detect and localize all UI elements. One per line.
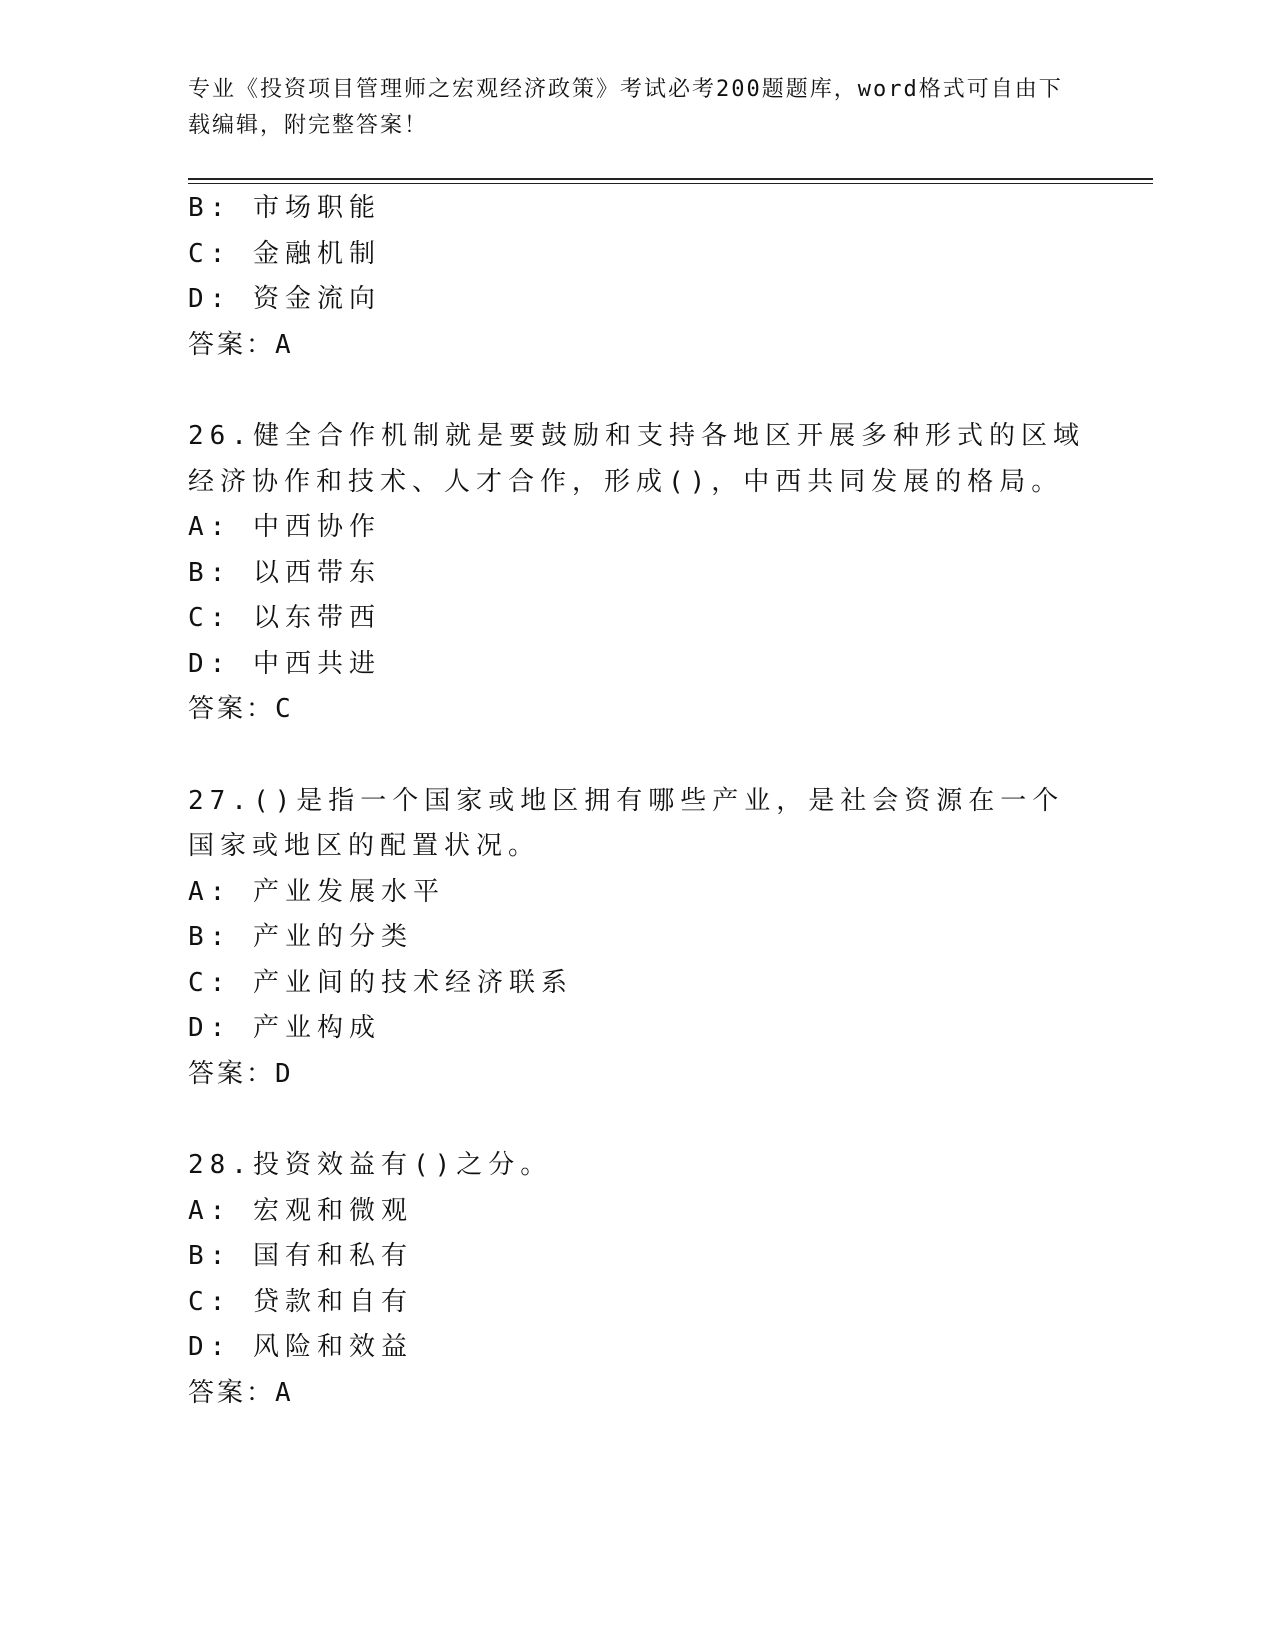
option-text: 中西协作 xyxy=(252,512,381,542)
answer-line xyxy=(188,687,1088,733)
option-line xyxy=(188,1280,1088,1326)
option-key: A: xyxy=(188,876,232,907)
answer-line xyxy=(188,1371,1088,1417)
option-text: 以东带西 xyxy=(252,603,381,633)
option-text: 宏观和微观 xyxy=(252,1195,413,1226)
prev-question-tail xyxy=(188,186,1088,368)
option-text: 资金流向 xyxy=(252,284,381,314)
option-text: 产业间的技术经济联系 xyxy=(252,967,573,998)
option-key: B: xyxy=(188,1241,232,1271)
option-text: 中西共进 xyxy=(252,648,381,679)
option-key: D: xyxy=(188,1332,232,1362)
answer-line xyxy=(188,1052,1088,1098)
option-key: D: xyxy=(188,1013,232,1043)
option-text: 金融机制 xyxy=(252,238,381,269)
question-28 xyxy=(188,1143,1088,1416)
question-stem: 27.()是指一个国家或地区拥有哪些产业，是社会资源在一个国家或地区的配置状况。 xyxy=(188,785,1065,861)
option-key: C: xyxy=(188,1286,232,1317)
option-key: A: xyxy=(188,1195,232,1226)
answer-line xyxy=(188,323,1088,369)
option-key: D: xyxy=(188,648,232,679)
option-line xyxy=(188,551,1088,597)
answer-value: C xyxy=(275,694,292,724)
option-key: C: xyxy=(188,967,232,998)
option-line xyxy=(188,1325,1088,1371)
option-text: 以西带东 xyxy=(252,557,381,588)
answer-label: 答案： xyxy=(188,329,276,360)
option-text: 风险和效益 xyxy=(252,1332,413,1362)
question-stem: 26.健全合作机制就是要鼓励和支持各地区开展多种形式的区域经济协作和技术、人才合作，形成()，中西共同发展的格局。 xyxy=(188,421,1085,497)
option-key: B: xyxy=(188,922,232,952)
question-list xyxy=(188,186,1088,1416)
option-line xyxy=(188,1006,1088,1052)
answer-label: 答案： xyxy=(188,1377,276,1408)
option-key: B: xyxy=(188,193,232,223)
option-line xyxy=(188,277,1088,323)
answer-value: D xyxy=(275,1058,292,1089)
option-text: 产业的分类 xyxy=(252,922,413,952)
option-key: D: xyxy=(188,284,232,314)
option-key: A: xyxy=(188,512,232,542)
option-line xyxy=(188,870,1088,916)
answer-value: A xyxy=(275,329,292,360)
option-line xyxy=(188,596,1088,642)
answer-value: A xyxy=(275,1377,292,1408)
option-text: 贷款和自有 xyxy=(252,1286,413,1317)
answer-label: 答案： xyxy=(188,1058,276,1089)
header-rule-thin xyxy=(188,183,1153,184)
option-key: C: xyxy=(188,238,232,269)
question-27 xyxy=(188,779,1088,1098)
option-text: 产业发展水平 xyxy=(252,876,445,907)
option-text: 国有和私有 xyxy=(252,1241,413,1271)
option-line xyxy=(188,642,1088,688)
option-line xyxy=(188,186,1088,232)
header-rule-thick xyxy=(188,178,1153,180)
option-line xyxy=(188,915,1088,961)
option-line xyxy=(188,232,1088,278)
question-26 xyxy=(188,414,1088,733)
option-line xyxy=(188,1189,1088,1235)
option-key: C: xyxy=(188,603,232,633)
answer-label: 答案： xyxy=(188,694,276,724)
document-header: 专业《投资项目管理师之宏观经济政策》考试必考200题题库，word格式可自由下载编辑，附完整答案！ xyxy=(188,77,1063,138)
option-text: 市场职能 xyxy=(252,193,381,223)
question-stem: 28.投资效益有()之分。 xyxy=(188,1150,553,1180)
option-line xyxy=(188,1234,1088,1280)
option-line xyxy=(188,505,1088,551)
option-key: B: xyxy=(188,557,232,588)
option-line xyxy=(188,961,1088,1007)
option-text: 产业构成 xyxy=(252,1013,381,1043)
